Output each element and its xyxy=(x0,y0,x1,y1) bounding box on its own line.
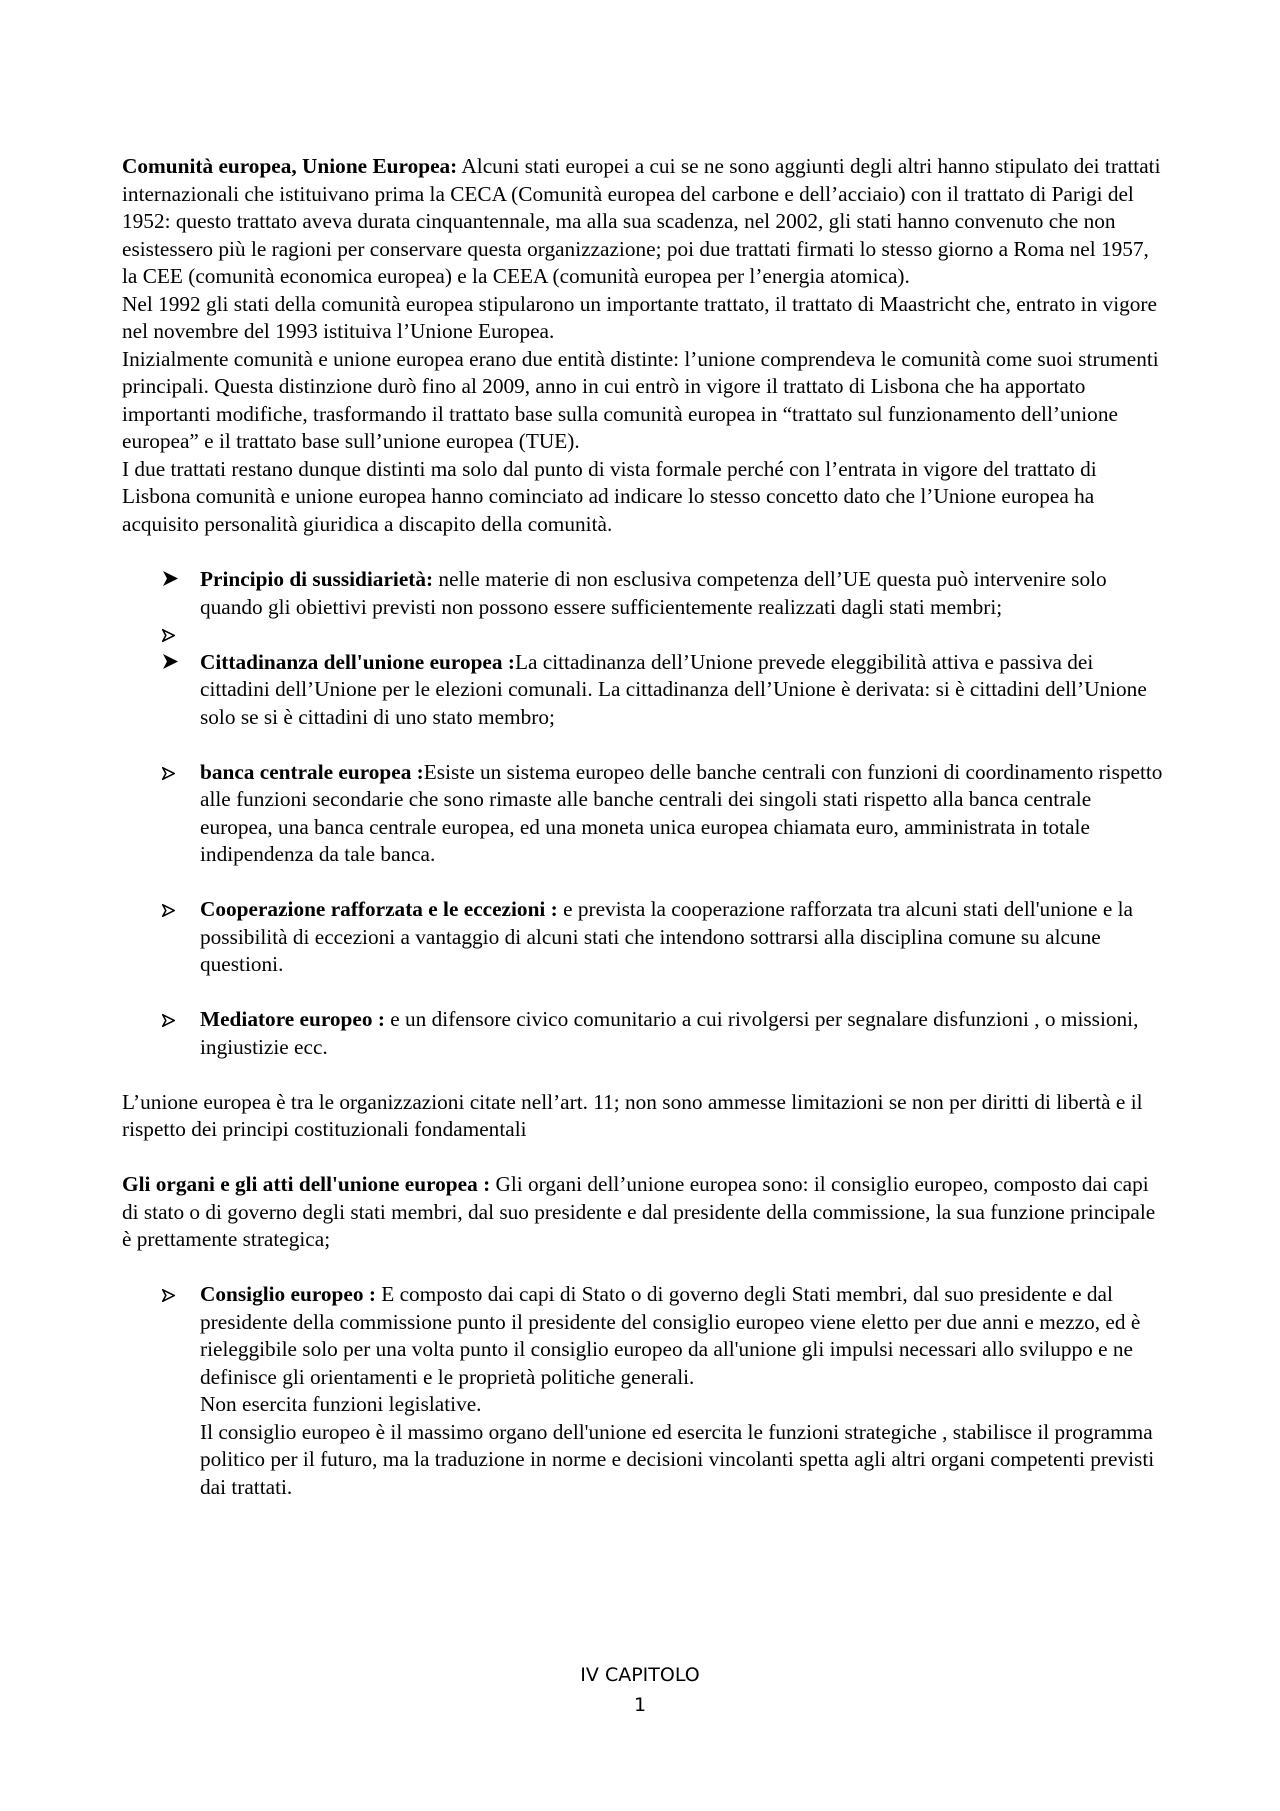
arrowhead-bullet-icon xyxy=(162,896,182,924)
subsidiarity-title: Principio di sussidiarietà: xyxy=(200,567,434,591)
arrowhead-bullet-icon xyxy=(162,649,182,677)
intro-paragraph xyxy=(122,153,1167,291)
principles-list xyxy=(122,566,1167,1061)
arrowhead-bullet-icon xyxy=(162,1006,182,1034)
chapter-label: IV CAPITOLO xyxy=(580,1664,700,1686)
council-no-legislative: Non esercita funzioni legislative. xyxy=(200,1392,482,1416)
organs-list xyxy=(122,1281,1167,1501)
organs-title: Gli organi e gli atti dell'unione europea : xyxy=(122,1172,491,1196)
ombudsman-title: Mediatore europeo : xyxy=(200,1007,385,1031)
list-item xyxy=(122,759,1167,869)
citizenship-text: La cittadinanza dell’Unione prevede eleggibilità attiva e passiva dei cittadini dell’Unione per le elezioni comunali. La cittadinanza dell’Unione è derivata: si è cittadini dell’Unione solo se si è cittadini di uno stato membro; xyxy=(200,649,1147,729)
cooperation-text: e prevista la cooperazione rafforzata tra alcuni stati dell'unione e la possibilità di eccezioni a vantaggio di alcuni stati che intendono sottrarsi alla disciplina comune su alcune questioni. xyxy=(200,897,1133,976)
cooperation-title: Cooperazione rafforzata e le eccezioni : xyxy=(200,897,558,921)
page-number: 1 xyxy=(633,1694,647,1716)
ombudsman-text: e un difensore civico comunitario a cui rivolgersi per segnalare disfunzioni , o missioni, ingiustizie ecc. xyxy=(200,1007,1139,1059)
citizenship-title: Cittadinanza dell'unione europea : xyxy=(200,649,515,674)
arrowhead-bullet-icon xyxy=(162,621,182,649)
council-strategic: Il consiglio europeo è il massimo organo dell'unione ed esercita le funzioni strategiche , stabilisce il programma politico per il futuro, ma la traduzione in norme e decisioni vincolanti spetta agli altri organi competenti previsti dai trattati. xyxy=(200,1419,1155,1499)
intro-title: Comunità europea, Unione Europea: xyxy=(122,154,458,178)
organs-paragraph xyxy=(122,1171,1167,1254)
lisbon-paragraph: Inizialmente comunità e unione europea erano due entità distinte: l’unione comprendeva le comunità come suoi strumenti principali. Questa distinzione durò fino al 2009, anno in cui entrò in vigore il trattato di Lisbona che ha apportato importanti modifiche, trasformando il trattato base sulla comunità europea in “trattato sul funzionamento dell’unione europea” e il trattato base sull’unione europea (TUE). xyxy=(122,346,1159,453)
page-footer xyxy=(0,1660,1280,1720)
council-title: Consiglio europeo : xyxy=(200,1282,376,1306)
arrowhead-bullet-icon xyxy=(162,1281,182,1309)
treaties-paragraph: I due trattati restano dunque distinti ma solo dal punto di vista formale perché con l’entrata in vigore del trattato di Lisbona comunità e unione europea hanno cominciato ad indicare lo stesso concetto dato che l’Unione europea ha acquisito personalità giuridica a discapito della comunità. xyxy=(122,456,1097,536)
arrowhead-bullet-icon xyxy=(162,566,182,594)
central-bank-title: banca centrale europea : xyxy=(200,759,424,784)
list-item-empty xyxy=(122,621,1167,649)
arrowhead-bullet-icon xyxy=(162,759,182,787)
intro-text: Alcuni stati europei a cui se ne sono aggiunti degli altri hanno stipulato dei trattati internazionali che istituivano prima la CECA (Comunità europea del carbone e dell’acciaio) con il trattato di Parigi del 1952: questo trattato aveva durata cinquantennale, ma alla sua scadenza, nel 2002, gli stati hanno convenuto che non esistessero più le ragioni per conservare questa organizzazione; poi due trattati firmati lo stesso giorno a Roma nel 1957, la CEE (comunità economica europea) e la CEEA (comunità europea per l’energia atomica). xyxy=(122,154,1161,288)
list-item xyxy=(122,1006,1167,1061)
list-item xyxy=(122,566,1167,621)
central-bank-text: Esiste un sistema europeo delle banche centrali con funzioni di coordinamento rispetto alle funzioni secondarie che sono rimaste alle banche centrali dei singoli stati rispetto alla banca centrale europea, una banca centrale europea, ed una moneta unica europea chiamata euro, amministrata in totale indipendenza da tale banca. xyxy=(200,759,1163,866)
page-content xyxy=(122,153,1167,1501)
list-item xyxy=(122,896,1167,979)
maastricht-paragraph: Nel 1992 gli stati della comunità europea stipularono un importante trattato, il trattato di Maastricht che, entrato in vigore nel novembre del 1993 istituiva l’Unione Europea. xyxy=(122,291,1157,343)
subsidiarity-text: nelle materie di non esclusiva competenza dell’UE questa può intervenire solo quando gli obiettivi previsti non possono essere sufficientemente realizzati dagli stati membri; xyxy=(200,567,1107,619)
list-item xyxy=(122,1281,1167,1501)
list-item xyxy=(122,649,1167,732)
organs-text: Gli organi dell’unione europea sono: il consiglio europeo, composto dai capi di stato o di governo degli stati membri, dal suo presidente e dal presidente della commissione, la sua funzione principale è prettamente strategica; xyxy=(122,1172,1156,1251)
art11-paragraph: L’unione europea è tra le organizzazioni citate nell’art. 11; non sono ammesse limitazioni se non per diritti di libertà e il rispetto dei principi costituzionali fondamentali xyxy=(122,1089,1143,1141)
council-text: E composto dai capi di Stato o di governo degli Stati membri, dal suo presidente e dal presidente della commissione punto il presidente del consiglio europeo viene eletto per due anni e mezzo, ed è rieleggibile solo per una volta punto il consiglio europeo da all'unione gli impulsi necessari allo sviluppo e ne definisce gli orientamenti e le proprietà politiche generali. xyxy=(200,1282,1141,1389)
